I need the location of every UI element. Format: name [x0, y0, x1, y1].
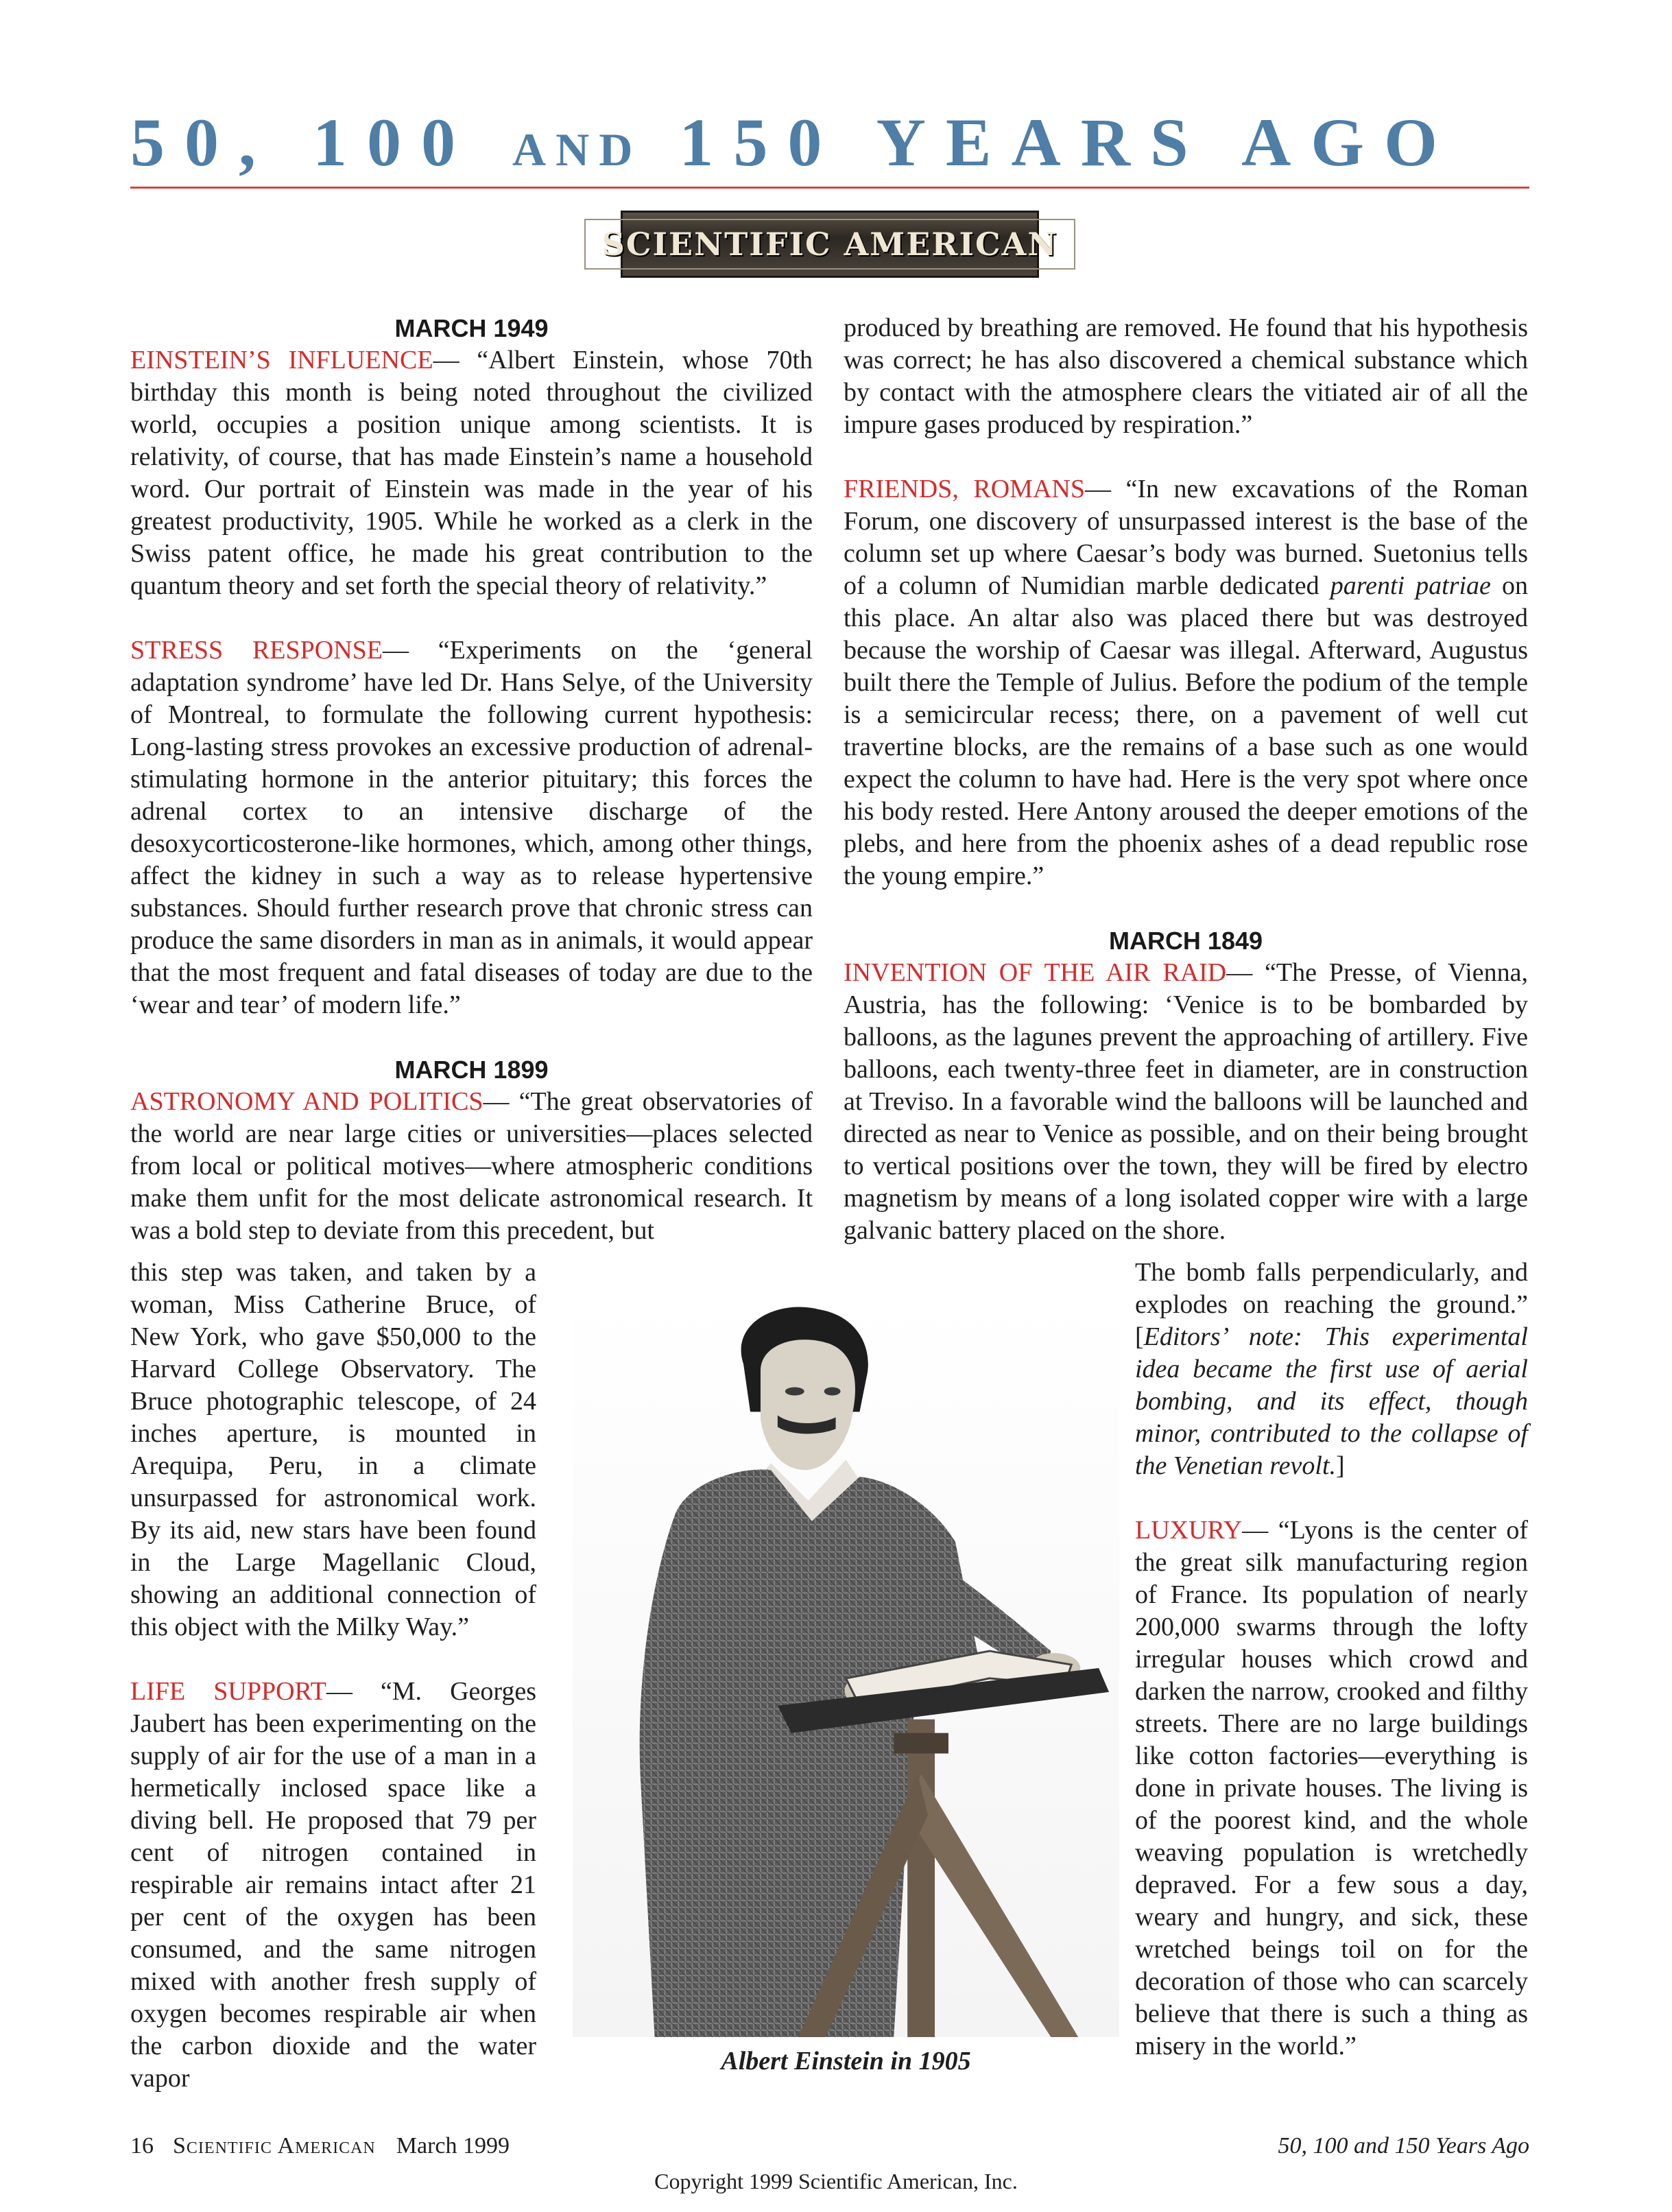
article-heading: INVENTION OF THE AIR RAID — [844, 958, 1227, 987]
editors-note-close: ] — [1336, 1451, 1345, 1480]
article-astronomy-continued: this step was taken, and taken by a woman, Miss Catherine Bruce, of New York, who gave $50,000 to the Harvard College Observatory. The Bruce photographic telescope, of 24 inches aperture, is mounted in Arequipa, Peru, in a climate unsurpassed for astronomical work. By its aid, new stars have been found in the Large Magellanic Cloud, showing an additional connection of this object with the Milky Way.” — [130, 1258, 536, 1641]
article-air-raid-continued — [1135, 1257, 1528, 1482]
article-body: — “M. Georges Jaubert has been experimenting on the supply of air for the use of a man in a hermetically inclosed space like a diving bell. He proposed that 79 per cent of nitrogen contained in respirable air remains intact after 21 per cent of the oxygen has been consumed, and the same nitrogen mixed with another fresh supply of oxygen becomes respirable air when the carbon dioxide and the water vapor — [130, 1677, 536, 2093]
article-friends-romans — [844, 473, 1528, 892]
article-astronomy — [130, 1086, 813, 1247]
page-title — [130, 103, 1550, 182]
article-heading: LUXURY — [1135, 1516, 1243, 1545]
article-heading: ASTRONOMY AND POLITICS — [130, 1087, 483, 1116]
title-rule — [130, 187, 1529, 189]
article-luxury — [1135, 1514, 1528, 2062]
issue-date: March 1999 — [396, 2133, 510, 2159]
article-heading: LIFE SUPPORT — [130, 1677, 326, 1706]
title-and: AND — [512, 123, 643, 176]
article-italic-phrase: parenti patriae — [1330, 571, 1491, 600]
logo-text: SCIENTIFIC AMERICAN — [584, 219, 1076, 270]
copyright-notice: Copyright 1999 Scientific American, Inc. — [654, 2169, 1018, 2193]
column-right-top — [844, 312, 1528, 1247]
article-heading: STRESS RESPONSE — [130, 636, 383, 665]
column-left-bottom — [130, 1257, 536, 2095]
title-part-b: 150 YEARS AGO — [679, 104, 1457, 180]
article-life-support — [130, 1676, 536, 2095]
einstein-photo — [573, 1294, 1119, 2038]
article-body: — “The Presse, of Vienna, Austria, has the following: ‘Venice is to be bombarded by balloons, as the lagunes prevent the approaching of artillery. Five balloons, each twenty-three feet in diameter, are in construction at Treviso. In a favorable wind the balloons will be launched and directed as near to Venice as possible, and on their being brought to vertical positions over the town, they will be fired by electro magnetism by means of a long isolated copper wire with a large galvanic battery placed on the shore. — [844, 958, 1528, 1245]
article-einstein — [130, 344, 813, 602]
article-body: — “In new excavations of the Roman Forum, one discovery of unsurpassed interest is the base of the column set up where Caesar’s body was burned. Suetonius tells of a column of Numidian marble dedicated — [844, 475, 1529, 600]
page-number: 16 — [130, 2133, 154, 2159]
column-right-bottom — [1135, 1257, 1528, 2062]
article-stress — [130, 634, 813, 1021]
article-body: on this place. An altar also was placed there but was destroyed because the worship of Caesar was illegal. Afterward, Augustus built there the Temple of Julius. Before the podium of the temple is a semicircular recess; there, on a pavement of well cut travertine blocks, are the remains of a base such as one would expect the column to have had. Here is the very spot where once his body rested. Here Antony aroused the deeper emotions of the plebs, and here from the phoenix ashes of a dead republic rose the young empire.” — [844, 571, 1528, 890]
editors-note: Editors’ note: This experimental idea became the first use of aerial bombing, and its effect, though minor, contributed to the collapse of the Venetian revolt. — [1135, 1322, 1528, 1480]
column-left-top — [130, 312, 813, 1247]
article-life-support-continued: produced by breathing are removed. He found that his hypothesis was correct; he has also discovered a chemical substance which by contact with the atmosphere clears the vitiated air of all the impure gases produced by respiration.” — [844, 313, 1528, 439]
article-body: — “Experiments on the ‘general adaptation syndrome’ have led Dr. Hans Selye, of the University of Montreal, to formulate the following current hypothesis: Long-lasting stress provokes an excessive production of adrenal-stimulating hormone in the anterior pituitary; this forces the adrenal cortex to an intensive discharge of the desoxycorticosterone-like hormones, which, among other things, affect the kidney in such a way as to release hypertensive substances. Should further research prove that chronic stress can produce the same disorders in man as in animals, it would appear that the most frequent and fatal diseases of today are due to the ‘wear and tear’ of modern life.” — [130, 636, 813, 1019]
photo-caption: Albert Einstein in 1905 — [721, 2047, 971, 2076]
date-heading-1949: MARCH 1949 — [394, 314, 549, 342]
scientific-american-logo — [601, 211, 1058, 278]
date-heading-1849: MARCH 1849 — [1108, 927, 1263, 955]
footer-section-title: 50, 100 and 150 Years Ago — [1278, 2133, 1529, 2159]
article-air-raid — [844, 957, 1528, 1247]
article-body: The bomb falls perpendicularly, and explodes on reaching the ground.” [ — [1135, 1258, 1528, 1351]
article-body: — “The great observatories of the world are near large cities or universities—places selected from local or political motives—where atmospheric conditions make them unfit for the most delicate astronomical research. It was a bold step to deviate from this precedent, but — [130, 1087, 813, 1245]
article-heading: FRIENDS, ROMANS — [844, 475, 1085, 503]
article-body: — “Albert Einstein, whose 70th birthday this month is being noted throughout the civilized world, occupies a position unique among scientists. It is relativity, of course, that has made Einstein’s name a household word. Our portrait of Einstein was made in the year of his greatest productivity, 1905. While he worked as a clerk in the Swiss patent office, he made his great contribution to the quantum theory and set forth the special theory of relativity.” — [130, 346, 813, 600]
footer-left — [130, 2133, 510, 2159]
article-heading: EINSTEIN’S INFLUENCE — [130, 346, 433, 374]
title-part-a: 50, 100 — [130, 104, 475, 180]
magazine-name: Scientific American — [173, 2133, 376, 2159]
date-heading-1899: MARCH 1899 — [394, 1056, 549, 1084]
article-body: — “Lyons is the center of the great silk manufacturing region of France. Its population of nearly 200,000 swarms through the lofty irregular houses which crowd and darken the narrow, crooked and filthy streets. There are no large buildings like cotton factories—everything is done in private houses. The living is of the poorest kind, and the whole weaving population is wretchedly depraved. For a few sous a day, weary and hungry, and sick, these wretched beings toil on for the decoration of those who can scarcely believe that there is such a thing as misery in the world.” — [1135, 1516, 1528, 2060]
